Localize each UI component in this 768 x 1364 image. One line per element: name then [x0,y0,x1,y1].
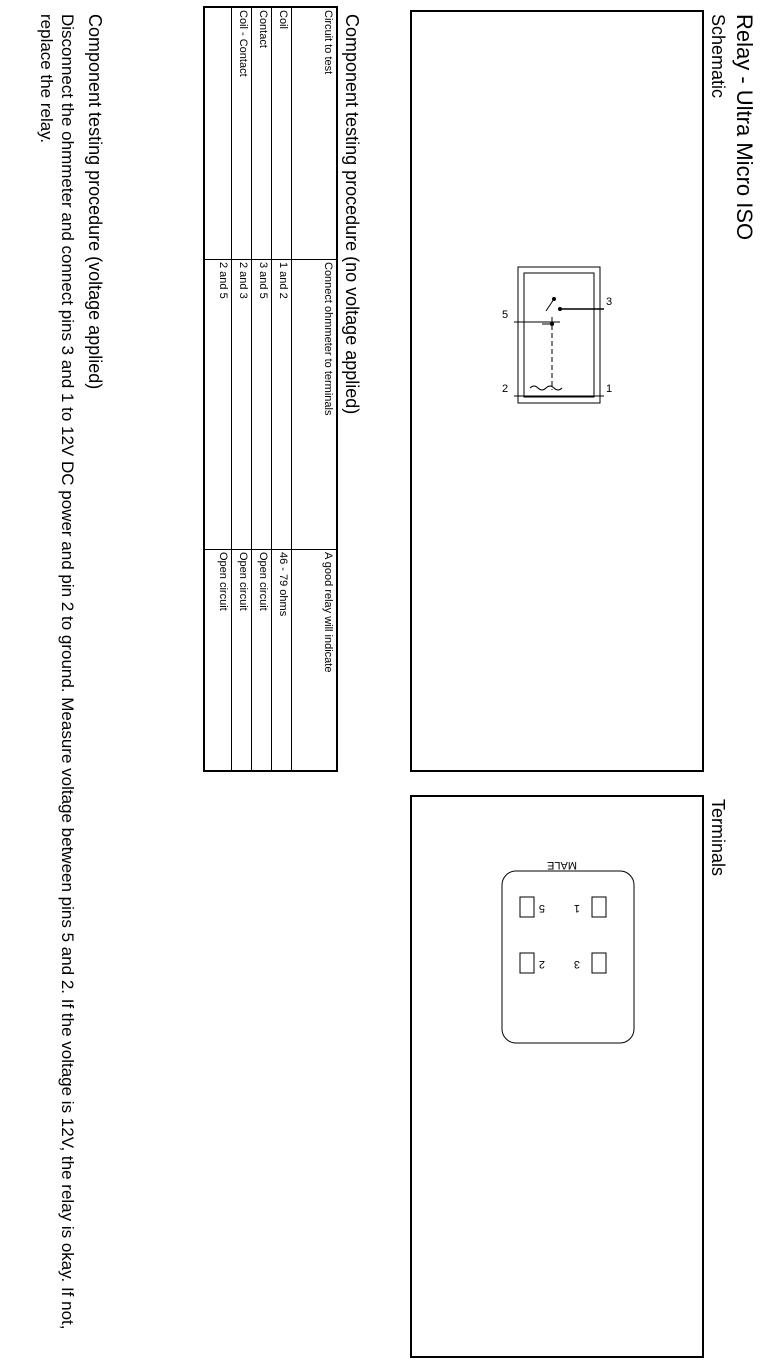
connector-label: MALE [547,859,577,871]
table-cell: Contact [252,7,272,260]
table-cell: Coil [272,7,292,260]
table-cell: 1 and 2 [272,260,292,550]
table-row [204,7,232,771]
table-cell: Open circuit [204,550,232,772]
table-cell: 2 and 5 [204,260,232,550]
terminal-pin-5: 5 [538,902,545,914]
connector-terminal-diagram [412,797,702,1356]
table-cell: 46 - 79 ohms [272,550,292,772]
schematic-pin-2: 2 [502,383,509,395]
voltage-test-heading: Component testing procedure (voltage applied) [85,14,105,390]
table-header-cell: A good relay will indicate [292,550,338,772]
relay-schematic-diagram [412,12,702,770]
page-title: Relay - Ultra Micro ISO [732,14,757,241]
table-cell: 3 and 5 [252,260,272,550]
table-cell: Open circuit [252,550,272,772]
voltage-test-instructions: Disconnect the ohmmeter and connect pins 3 and 1 to 12V DC power and pin 2 to ground. Measure voltage between pins 5 and 2. If the voltage is 12V, the relay is okay. If not, replace the relay. [37,14,77,1330]
no-voltage-test-table [203,6,338,772]
terminals-box [410,795,704,1358]
table-cell: Open circuit [232,550,252,772]
schematic-box [410,10,704,772]
table-cell [204,7,232,260]
schematic-pin-3: 3 [606,296,613,308]
table-header-cell: Circuit to test [292,7,338,260]
table-row [232,7,252,771]
terminal-pin-3: 3 [573,958,580,970]
no-voltage-heading: Component testing procedure (no voltage applied) [342,14,362,415]
table-row [252,7,272,771]
table-cell: 2 and 3 [232,260,252,550]
table-header-cell: Connect ohmmeter to terminals [292,260,338,550]
table-row [272,7,292,771]
schematic-heading: Schematic [708,14,728,99]
schematic-pin-5: 5 [502,309,509,321]
schematic-pin-1: 1 [606,383,613,395]
terminal-pin-1: 1 [573,902,580,914]
table-header-row [292,7,338,771]
terminal-pin-2: 2 [538,958,545,970]
table-cell: Coil - Contact [232,7,252,260]
terminals-heading: Terminals [708,799,728,877]
